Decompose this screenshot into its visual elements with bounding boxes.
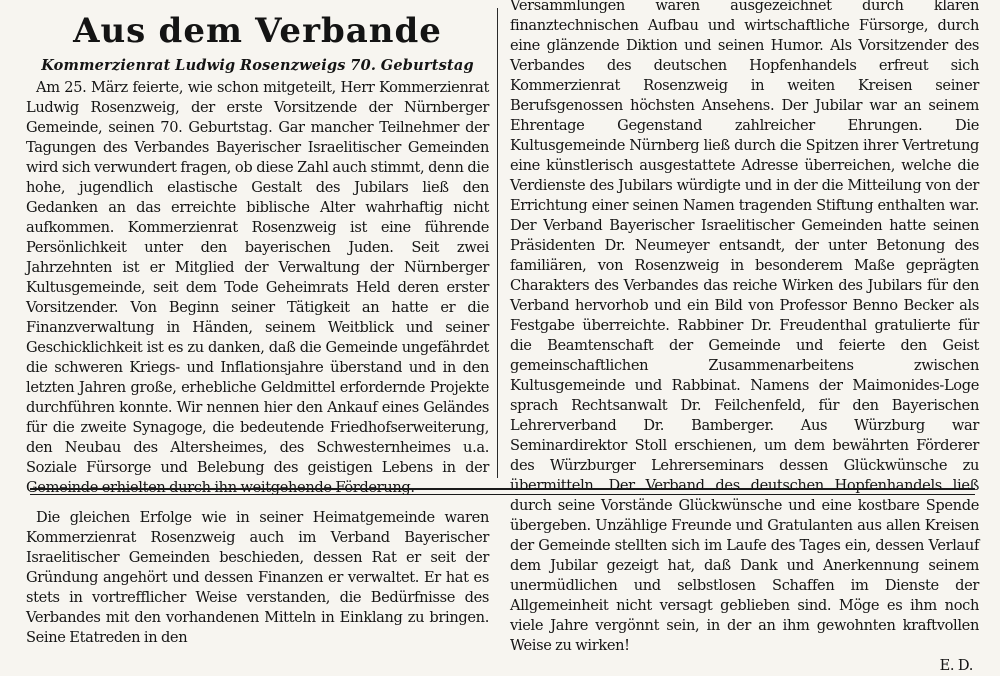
right-column [510, 0, 979, 676]
paragraph-3: Versammlungen waren ausgezeichnet durch klaren finanztechnischen Aufbau und wirtschaftliche Fürsorge, durch eine glänzende Diktion und seinen Humor. Als Vorsitzender des Verbandes des deutschen Hopfenhandels erfreut sich Kommerzienrat Rosenzweig in weiten Kreisen seiner Berufsgenossen höchsten Ansehens. Der Jubilar war an seinem Ehrentage Gegenstand zahlreicher Ehrungen. Die Kultusgemeinde Nürnberg ließ durch die Spitzen ihrer Vertretung eine künstlerisch ausgestattete Adresse überreichen, welche die Verdienste des Jubilars würdigte und in der die Mitteilung von der Errichtung einer seinen Namen tragenden Stiftung enthalten war. Der Verband Bayerischer Israelitischer Gemeinden hatte seinen Präsidenten Dr. Neumeyer entsandt, der unter Betonung des familiären, von Rosenzweig in besonderem Maße geprägten Charakters des Verbandes das reiche Wirken des Jubilars für den Verband hervorhob und ein Bild von Professor Benno Becker als Festgabe überreichte. Rabbiner Dr. Freudenthal gratulierte für die Beamtenschaft der Gemeinde und feierte den Geist gemeinschaftlichen Zusammenarbeitens zwischen Kultusgemeinde und Rabbinat. Namens der Maimonides-Loge sprach Rechtsanwalt Dr. Feilchenfeld, für den Bayerischen Lehrerverband Dr. Bamberger. Aus Würzburg war Seminardirektor Stoll erschienen, um dem bewährten Förderer des Würzburger Lehrerseminars dessen Glückwünsche zu übermitteln. Der Verband des deutschen Hopfenhandels ließ durch seine Vorstände Glückwünsche und eine kostbare Spende übergeben. Unzählige Freunde und Gratulanten aus allen Kreisen der Gemeinde stellten sich im Laufe des Tages ein, dessen Verlauf dem Jubilar gezeigt hat, daß Dank und Anerkennung seinem unermüdlichen und selbstlosen Schaffen im Dienste der Allgemeinheit nicht versagt geblieben sind. Möge es ihm noch viele Jahre vergönnt sein, in der an ihm gewohnten kraftvollen Weise zu wirken! [510, 0, 979, 654]
paragraph-1: Am 25. März feierte, wie schon mitgeteilt, Herr Kommerzienrat Ludwig Rosenzweig, der erste Vorsitzende der Nürnberger Gemeinde, seinen 70. Geburtstag. Gar mancher Teilnehmer der Tagungen des Verbandes Bayerischer Israelitischer Gemeinden wird sich verwundert fragen, ob diese Zahl auch stimmt, denn die hohe, jugendlich elastische Gestalt des Jubilars ließ den Gedanken an das erreichte biblische Alter wahrhaftig nicht aufkommen. Kommerzienrat Rosenzweig ist eine führende Persönlichkeit unter den bayerischen Juden. Seit zwei Jahrzehnten ist er Mitglied der Verwaltung der Nürnberger Kultusgemeinde, seit dem Tode Geheimrats Held deren erster Vorsitzender. Von Beginn seiner Tätigkeit an hatte er die Finanzverwaltung in Händen, seinem Weitblick und seiner Geschicklichkeit ist es zu danken, daß die Gemeinde ungefährdet die schweren Kriegs- und Inflationsjahre überstand und in den letzten Jahren große, erhebliche Geldmittel erfordernde Projekte durchführen konnte. Wir nennen hier den Ankauf eines Geländes für die zweite Synagoge, die bedeutende Friedhofserweiterung, den Neubau des Altersheimes, des Schwesternheimes u.a. Soziale Fürsorge und Belebung des geistigen Lebens in der Gemeinde erhielten durch ihn weitgehende Förderung. [26, 79, 489, 496]
paragraph-2: Die gleichen Erfolge wie in seiner Heimatgemeinde waren Kommerzienrat Rosenzweig auch im Verband Bayerischer Israelitischer Gemeinden beschieden, dessen Rat er seit der Gründung angehört und dessen Finanzen er verwaltet. Er hat es stets in vortrefflicher Weise verstanden, die Bedürfnisse des Verbandes mit den vorhandenen Mitteln in Einklang zu bringen. Seine Etatreden in den [26, 509, 489, 646]
bottom-rule [30, 488, 975, 495]
left-column [26, 0, 489, 648]
column-divider [497, 8, 498, 478]
section-heading: Aus dem Verbande [73, 11, 442, 51]
author-signature: E. D. [939, 657, 973, 674]
article-subtitle: Kommerzienrat Ludwig Rosenzweigs 70. Geburtstag [41, 57, 474, 74]
